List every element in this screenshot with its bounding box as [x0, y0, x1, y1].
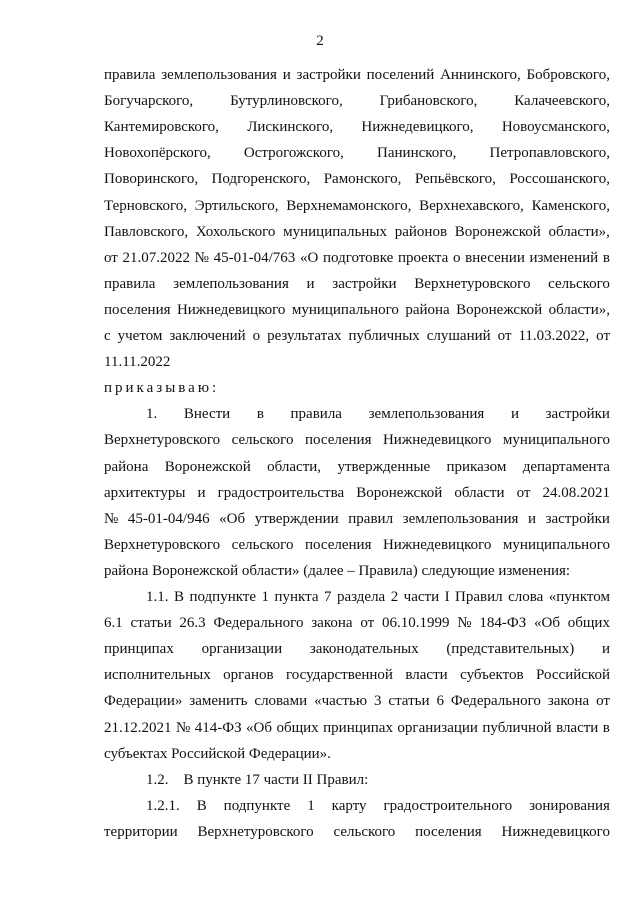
text-line	[104, 717, 610, 739]
word: Новоусманского,	[501, 119, 610, 136]
word: землепользования	[173, 275, 289, 292]
word: принципах	[104, 641, 174, 658]
word: утверждении	[254, 510, 339, 527]
word: Воронежской	[454, 223, 541, 240]
word: области»,	[548, 223, 610, 240]
word: 1	[261, 589, 270, 605]
word: и	[601, 641, 610, 658]
word: района	[405, 301, 450, 318]
word: градостроительного	[383, 797, 513, 814]
word: Верхнехавского,	[419, 197, 524, 214]
word: 45-01-04/946	[127, 510, 210, 527]
word: В	[173, 589, 184, 605]
text-line	[104, 299, 610, 321]
text-line	[104, 142, 610, 164]
word: законодательных	[309, 641, 419, 658]
word: сельского	[333, 823, 396, 840]
word: застройки	[545, 406, 610, 423]
word: организации	[397, 719, 478, 736]
word: 24.08.2021	[542, 484, 610, 501]
text-line	[104, 821, 610, 843]
word: сельского	[231, 536, 294, 553]
text-line: приказываю:	[104, 380, 220, 397]
word: сельского	[231, 432, 294, 449]
word: внесении	[465, 249, 525, 266]
text-line	[104, 612, 610, 634]
text-line	[104, 116, 610, 138]
word: Поворинского,	[104, 171, 199, 188]
word: Грибановского,	[379, 93, 478, 110]
word: государственной	[286, 667, 393, 684]
word: муниципального	[291, 301, 399, 318]
word: и	[282, 67, 291, 83]
word: Панинского,	[377, 145, 457, 162]
word: карту	[331, 797, 367, 814]
text-line	[104, 456, 610, 478]
word: Кантемировского,	[104, 119, 219, 136]
word: части	[403, 589, 440, 605]
word: «частью	[314, 693, 368, 710]
word: и	[510, 406, 519, 423]
word: застройки	[545, 510, 610, 527]
word: №	[194, 249, 209, 266]
word: Эртильского,	[194, 197, 279, 214]
word: «Об	[246, 719, 273, 736]
word: Петропавловского,	[489, 145, 610, 162]
text-line	[146, 586, 610, 608]
word: 21.12.2021	[104, 719, 172, 736]
word: Правил	[455, 589, 503, 605]
text-line: 11.11.2022	[104, 354, 171, 371]
word: правила	[290, 406, 342, 423]
word: 26.3	[179, 615, 206, 632]
word: приказом	[446, 458, 507, 475]
word: проекта	[397, 249, 449, 266]
word: Федерального	[213, 615, 304, 632]
word: от	[104, 249, 118, 266]
word: Верхнетуровского	[414, 275, 531, 292]
word: утвержденные	[337, 458, 431, 475]
word: поселения	[304, 432, 372, 449]
word: области	[454, 484, 505, 501]
word: власти	[405, 667, 448, 684]
word: Воронежской	[164, 458, 251, 475]
word: субъектов	[460, 667, 524, 684]
word: муниципального	[502, 536, 610, 553]
word: №	[175, 719, 191, 736]
text-line: субъектах Российской Федерации».	[104, 745, 331, 762]
word: муниципального	[502, 432, 610, 449]
word: поселения	[104, 301, 171, 318]
word: 06.10.1999	[381, 615, 450, 632]
word: организации	[201, 641, 283, 658]
word: 11.03.2022,	[518, 328, 590, 344]
word: 2	[390, 589, 399, 605]
word: в	[602, 249, 610, 266]
word: «Об	[219, 510, 246, 527]
word: принципах	[323, 719, 393, 736]
word: «О	[299, 249, 319, 266]
word: Лискинского,	[247, 119, 334, 136]
word: результатах	[267, 328, 342, 344]
word: Воронежской	[356, 484, 443, 501]
word: Верхнемамонского,	[286, 197, 412, 214]
word: изменений	[529, 249, 599, 266]
word: Верхнетуровского	[104, 432, 221, 449]
word: поселения	[304, 536, 372, 553]
word: поселения	[415, 823, 482, 840]
word: и	[527, 510, 536, 527]
word: области»,	[548, 301, 610, 318]
word: Калачеевского,	[514, 93, 610, 110]
word: словами	[254, 693, 308, 710]
word: 6.1	[104, 615, 123, 632]
text-line	[146, 403, 610, 425]
word: района	[104, 458, 149, 475]
word: 1.1.	[146, 589, 169, 605]
word: подпункте	[223, 797, 291, 814]
word: Бутурлиновского,	[230, 93, 343, 110]
text-line	[104, 429, 610, 451]
word: Подгоренского,	[211, 171, 311, 188]
word: 1.	[146, 406, 158, 423]
word: области,	[267, 458, 322, 475]
word: в	[602, 719, 610, 736]
word: Федерации»	[104, 693, 183, 710]
page-number: 2	[316, 33, 324, 49]
word: территории	[104, 823, 178, 840]
word: зонирования	[529, 797, 610, 814]
word: 3	[373, 693, 382, 710]
word: и	[197, 484, 206, 501]
word: I	[444, 589, 450, 605]
word: Острогожского,	[243, 145, 344, 162]
word: Репьёвского,	[414, 171, 496, 188]
text-line: 1.2. В пункте 17 части II Правил:	[146, 771, 369, 788]
word: публичной	[482, 719, 552, 736]
word: общих	[276, 719, 319, 736]
word: подпункте	[189, 589, 257, 605]
word: от	[497, 328, 512, 344]
word: о	[452, 249, 461, 266]
word: поселений	[366, 67, 435, 83]
word: Нижнедевицкого	[382, 536, 492, 553]
word: Новохопёрского,	[104, 145, 211, 162]
word: №	[457, 615, 472, 632]
word: статьи	[388, 693, 430, 710]
word: и	[306, 275, 315, 292]
word: Рамонского,	[323, 171, 402, 188]
word: Россошанского,	[509, 171, 610, 188]
word: слушаний	[426, 328, 491, 344]
text-line	[104, 221, 610, 243]
word: Российской	[536, 667, 610, 684]
text-line: района Воронежской области» (далее – Правила) следующие изменения:	[104, 562, 571, 579]
word: землепользования	[402, 510, 519, 527]
word: от	[596, 328, 610, 344]
word: землепользования	[161, 67, 277, 83]
word: раздела	[336, 589, 386, 605]
word: Нижнедевицкого	[382, 432, 492, 449]
word: о	[252, 328, 261, 344]
word: учетом	[117, 328, 163, 344]
word: Внести	[183, 406, 231, 423]
word: власти	[556, 719, 599, 736]
word: 184-ФЗ	[479, 615, 527, 632]
word: органов	[223, 667, 274, 684]
word: районов	[394, 223, 448, 240]
word: В	[196, 797, 207, 814]
word: Нижнедевицкого	[501, 823, 610, 840]
word: от	[516, 484, 531, 501]
text-line	[104, 508, 610, 530]
word: исполнительных	[104, 667, 211, 684]
word: застройки	[332, 275, 397, 292]
word: закона	[311, 615, 353, 632]
word: 414-ФЗ	[194, 719, 242, 736]
word: сельского	[548, 275, 610, 292]
word: правил	[348, 510, 394, 527]
word: Бобровского,	[526, 67, 610, 83]
word: Аннинского,	[440, 67, 521, 83]
word: в	[256, 406, 264, 423]
word: от	[596, 693, 610, 710]
word: статьи	[130, 615, 172, 632]
text-line	[104, 90, 610, 112]
word: департамента	[522, 458, 610, 475]
word: общих	[567, 615, 610, 632]
word: 1	[307, 797, 315, 814]
word: 6	[436, 693, 444, 710]
word: Нижнедевицкого	[176, 301, 286, 318]
text-line	[104, 638, 610, 660]
text-line	[104, 482, 610, 504]
word: «пунктом	[548, 589, 610, 605]
word: землепользования	[368, 406, 485, 423]
word: заменить	[189, 693, 248, 710]
word: Павловского,	[104, 223, 189, 240]
text-line	[104, 64, 610, 86]
text-line	[104, 690, 610, 712]
word: Богучарского,	[104, 93, 194, 110]
word: 7	[324, 589, 332, 605]
word: публичных	[348, 328, 420, 344]
word: правила	[104, 67, 156, 83]
word: Верхнетуровского	[104, 536, 221, 553]
word: 21.07.2022	[122, 249, 191, 266]
word: Федерального	[450, 693, 541, 710]
word: Каменского,	[531, 197, 610, 214]
word: Верхнетуровского	[197, 823, 314, 840]
word: №	[104, 510, 119, 527]
word: Воронежской	[456, 301, 543, 318]
word: застройки	[296, 67, 361, 83]
word: Нижнедевицкого,	[361, 119, 474, 136]
word: (представительных)	[446, 641, 575, 658]
word: правила	[104, 275, 156, 292]
text-line	[104, 247, 610, 269]
word: «Об	[534, 615, 560, 632]
text-line	[104, 664, 610, 686]
text-line	[146, 795, 610, 817]
word: архитектуры	[104, 484, 186, 501]
word: 1.2.1.	[146, 797, 180, 814]
text-line	[104, 195, 610, 217]
word: муниципальных	[283, 223, 387, 240]
text-line	[104, 325, 610, 347]
word: заключений	[169, 328, 246, 344]
word: слова	[508, 589, 544, 605]
word: от	[360, 615, 375, 632]
text-line	[104, 273, 610, 295]
word: с	[104, 328, 111, 344]
word: градостроительства	[217, 484, 345, 501]
text-line	[104, 534, 610, 556]
word: подготовке	[322, 249, 394, 266]
word: 45-01-04/763	[213, 249, 296, 266]
word: закона	[547, 693, 590, 710]
text-line	[104, 168, 610, 190]
word: Хохольского	[195, 223, 276, 240]
word: пункта	[274, 589, 319, 605]
word: Терновского,	[104, 197, 187, 214]
